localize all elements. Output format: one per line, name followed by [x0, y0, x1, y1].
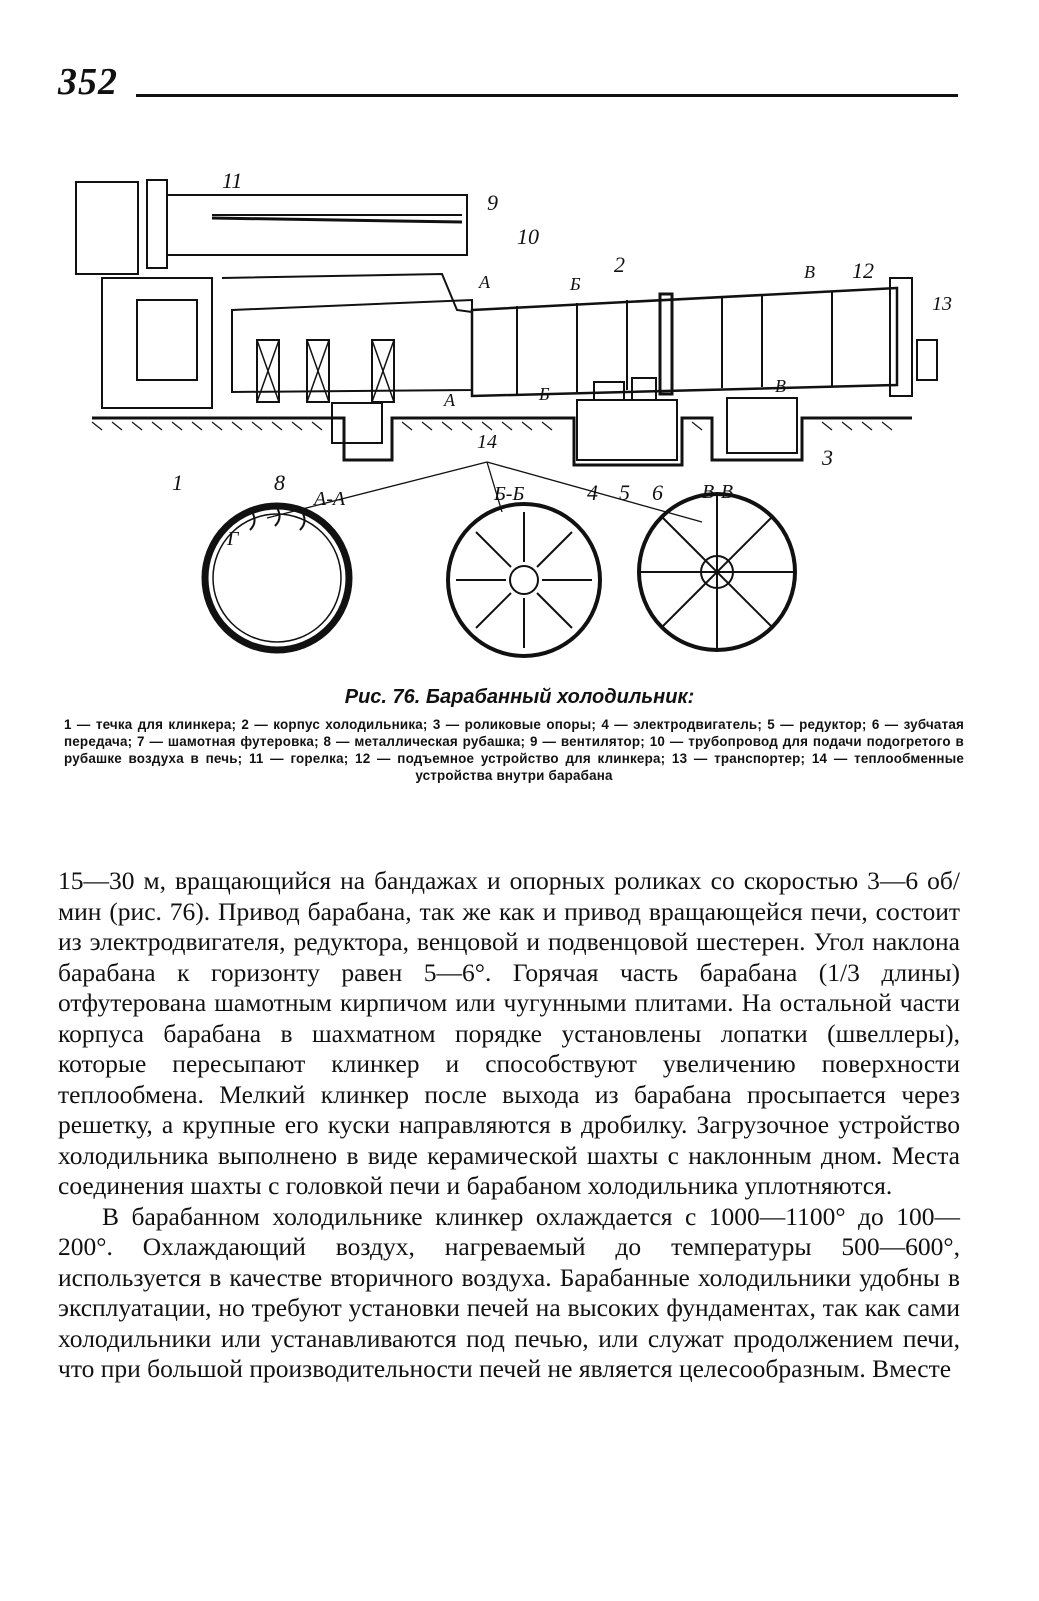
- label-section-aa: А-А: [314, 488, 346, 510]
- cooler-drum: [472, 288, 897, 396]
- gear-ring: [660, 294, 672, 394]
- air-duct: [222, 274, 472, 312]
- page-number: 352: [58, 61, 118, 103]
- label-v-top: В: [804, 262, 815, 282]
- section-bb: [448, 504, 600, 656]
- label-2: 2: [614, 252, 625, 277]
- label-3: 3: [822, 445, 833, 470]
- label-rim: Г: [227, 528, 239, 550]
- label-11: 11: [222, 168, 243, 193]
- label-6: 6: [652, 480, 663, 505]
- chute-body: [137, 300, 197, 380]
- label-12: 12: [852, 258, 874, 283]
- foundation-1: [332, 403, 382, 443]
- metal-jacket: [232, 300, 472, 392]
- outlet-head: [890, 278, 912, 396]
- paragraph: 15—30 м, вращающийся на бандажах и опорных роликах со скоростью 3—6 об/мин (рис. 76). Привод барабана, так же как и привод вращающейся печи, состоит из электродвигателя, редуктора, венцовой и подвенцовой шестерен. Угол наклона барабана к горизонту равен 5—6°. Горячая часть барабана (1/3 длины) отфутерована шамотным кирпичом или чугунными плитами. На остальной части корпуса барабана в шахматном порядке установлены лопатки (швеллеры), которые пересыпают клинкер и способствуют увеличению поверхности теплообмена. Мелкий клинкер после выхода из барабана просыпается через решетку, а крупные его куски направляются в дробилку. Загрузочное устройство холодильника выполнено в виде керамической шахты с наклонным дном. Места соединения шахты с головкой печи и барабаном холодильника уплотняются.: [58, 866, 960, 1200]
- burner-pipe: [212, 218, 462, 222]
- section-vv: [639, 494, 795, 650]
- label-5: 5: [619, 480, 630, 505]
- label-4: 4: [587, 480, 598, 505]
- drum-cooler-drawing: [62, 160, 977, 680]
- label-section-bb: Б-Б: [494, 483, 525, 505]
- body-text: [58, 866, 960, 1385]
- conveyor: [917, 340, 937, 380]
- label-9: 9: [487, 190, 498, 215]
- label-v-bottom: В: [775, 376, 786, 396]
- label-b-top: Б: [570, 274, 581, 294]
- kiln-head: [76, 182, 138, 274]
- label-13: 13: [932, 293, 952, 315]
- page-header: [58, 60, 958, 104]
- label-section-vv: В-В: [702, 481, 734, 503]
- label-14: 14: [477, 431, 497, 453]
- label-10: 10: [517, 224, 539, 249]
- reducer: [632, 378, 656, 400]
- figure-caption-legend: 1 — течка для клинкера; 2 — корпус холодильника; 3 — роликовые опоры; 4 — электродвигатель; 5 — редуктор; 6 — зубчатая передача; 7 — шамотная футеровка; 8 — металлическая рубашка; 9 — вентилятор; 10 — трубопровод для подачи подогретого в рубашке воздуха в печь; 11 — горелка; 12 — подъемное устройство для клинкера; 13 — транспортер; 14 — теплообменные устройства внутри барабана: [64, 717, 964, 783]
- kiln-casing: [147, 180, 167, 268]
- kiln-tube: [167, 195, 467, 255]
- foundation-3: [727, 398, 797, 453]
- chute-frame: [102, 278, 212, 408]
- label-a-top: А: [479, 272, 490, 292]
- label-8: 8: [274, 470, 285, 495]
- foundation-2: [577, 400, 677, 460]
- header-rule: [136, 94, 958, 97]
- figure-caption-title: Рис. 76. Барабанный холодильник:: [344, 686, 695, 708]
- label-1: 1: [172, 470, 183, 495]
- label-a-bottom: А: [444, 390, 455, 410]
- paragraph: В барабанном холодильнике клинкер охлаждается с 1000—1100° до 100—200°. Охлаждающий воздух, нагреваемый до температуры 500—600°, используется в качестве вторичного воздуха. Барабанные холодильники удобны в эксплуатации, но требуют установки печей на высоких фундаментах, так как сами холодильники или устанавливаются под печью, или служат продолжением печи, что при большой производительности печей не является целесообразным. Вместе: [58, 1201, 960, 1383]
- drum-cooler-figure: [62, 160, 977, 680]
- label-b-bottom: Б: [539, 384, 550, 404]
